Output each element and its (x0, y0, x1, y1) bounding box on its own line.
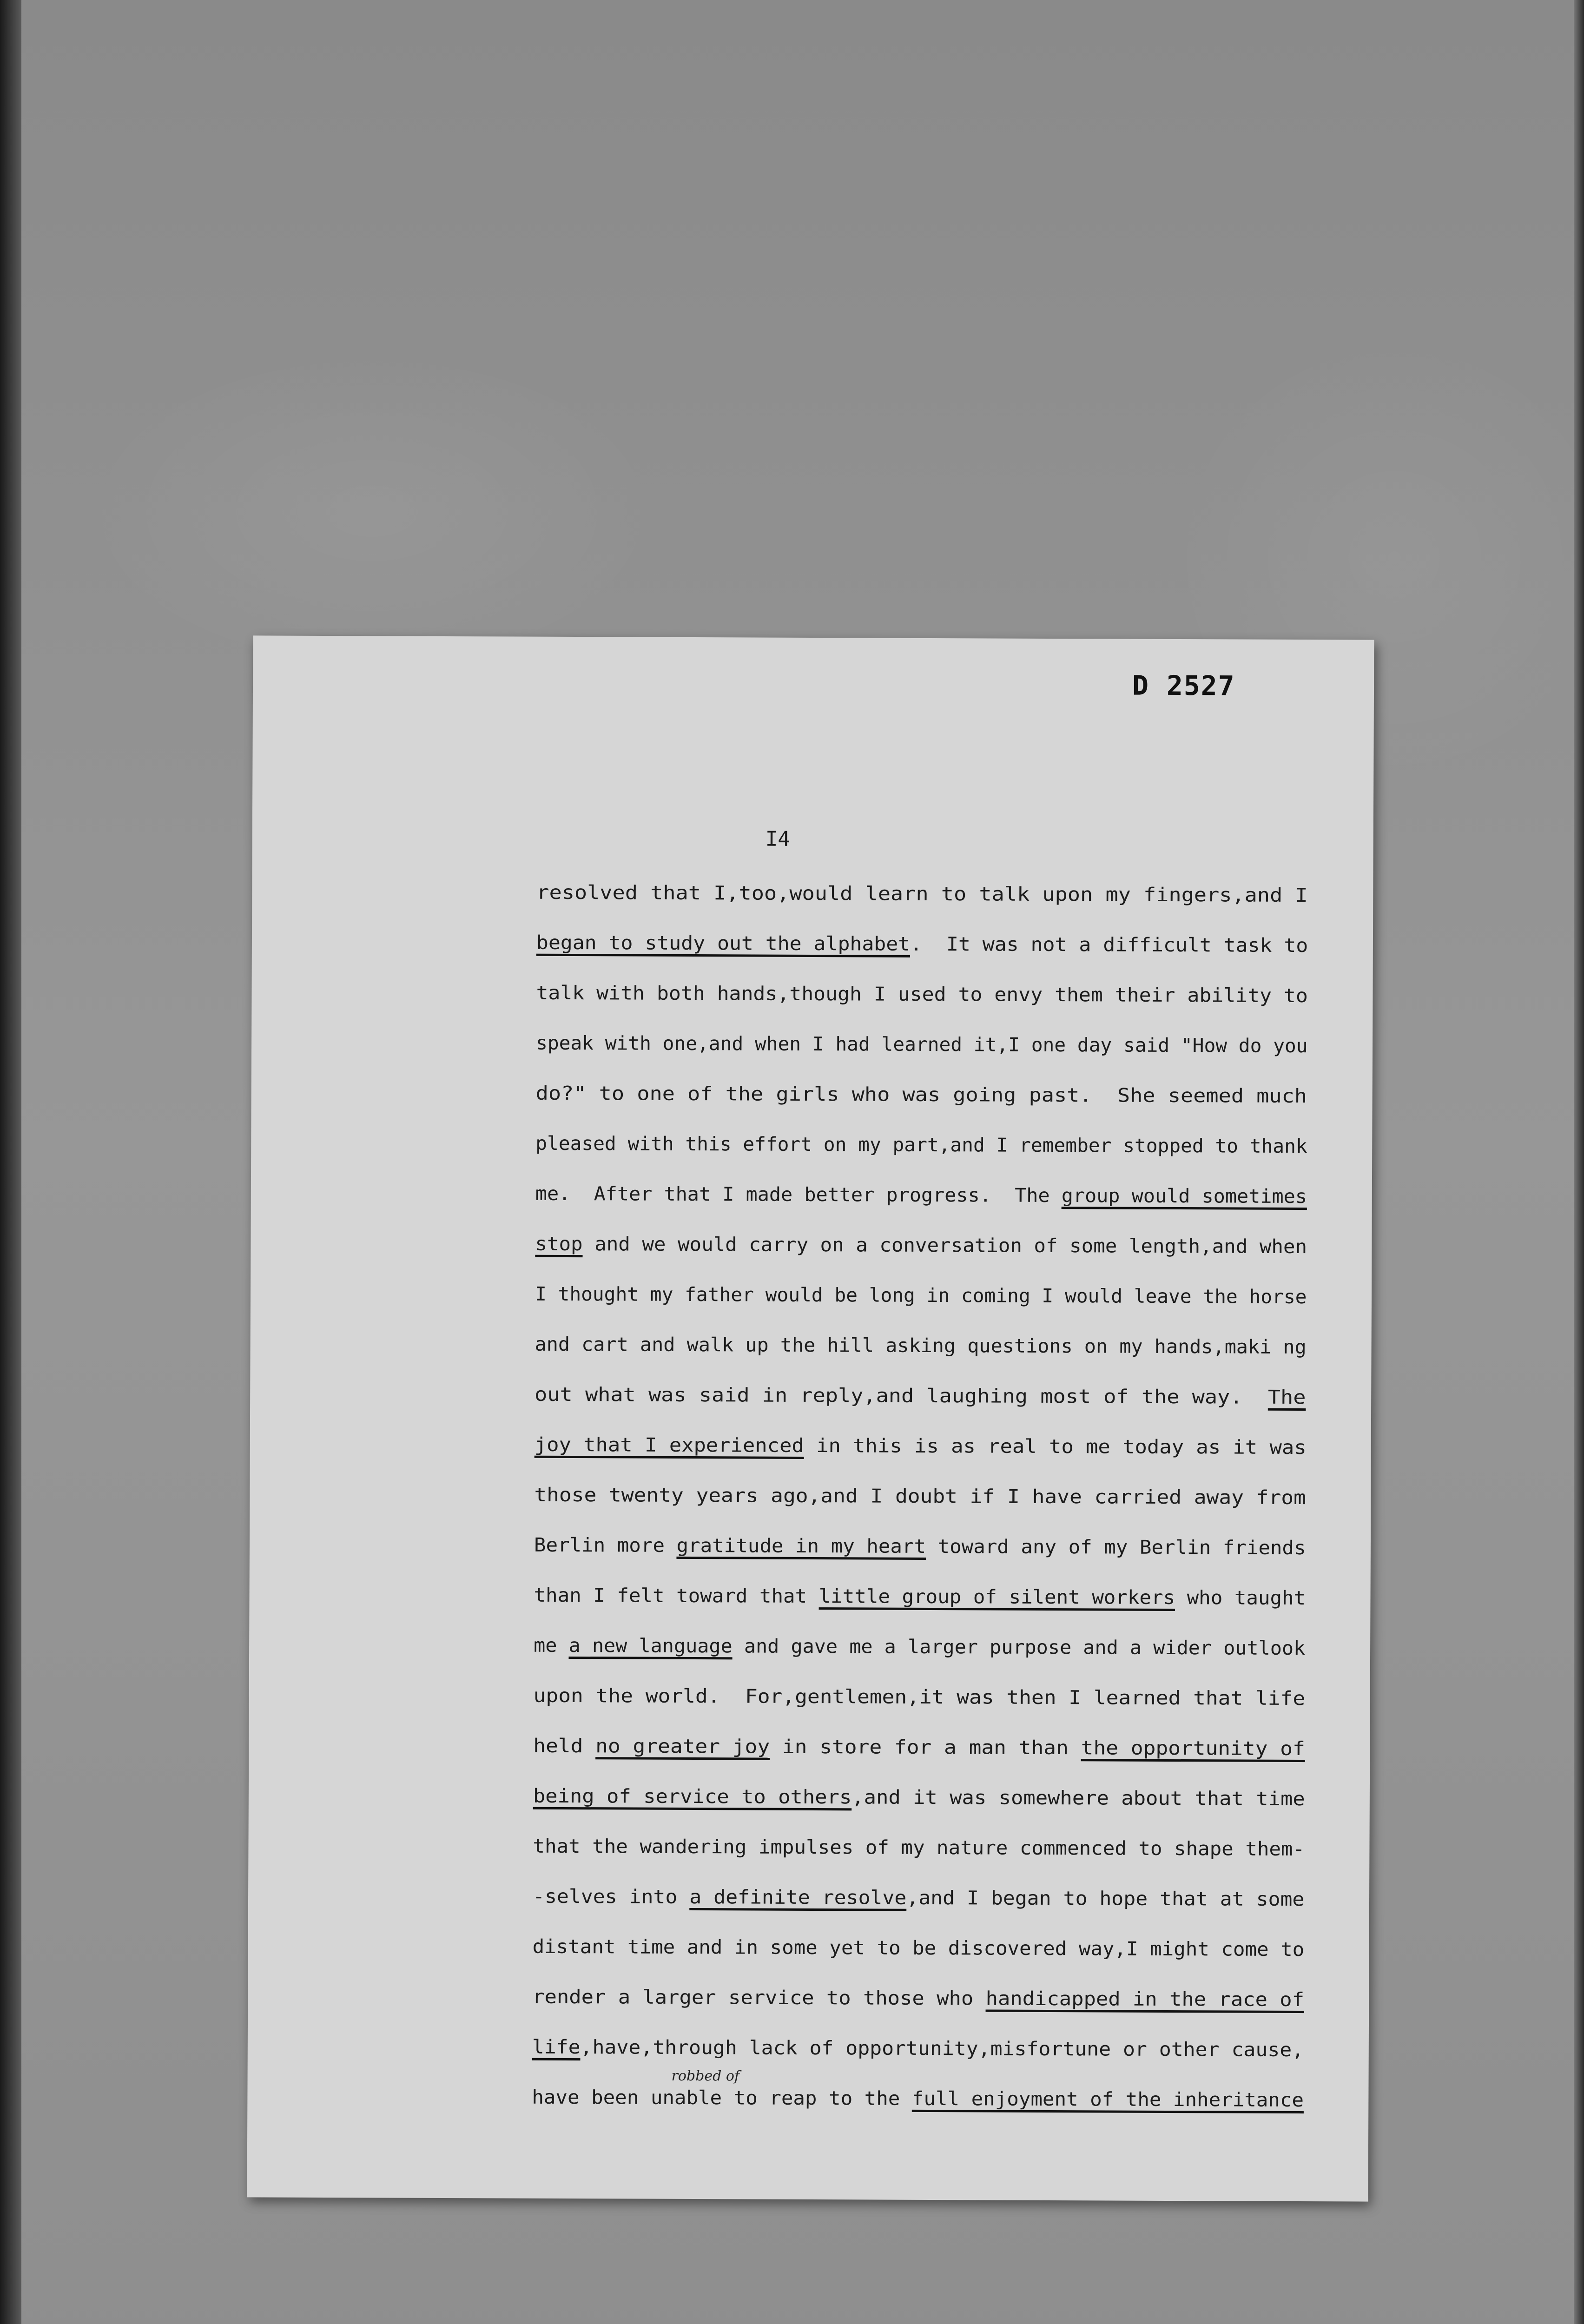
film-edge-right (1574, 0, 1584, 2324)
line-text: do?" to one of the girls who was going past. She seemed much (535, 1082, 1307, 1108)
line-text: those twenty years ago,and I doubt if I have carried away from (534, 1483, 1306, 1509)
line-text: in this is as real to me today as it was (804, 1434, 1307, 1459)
typed-line (534, 1631, 1305, 1662)
line-text: and we would carry on a conversation of some length,and when (582, 1233, 1307, 1258)
typed-line (535, 1129, 1307, 1160)
line-text: than I felt toward that (534, 1584, 819, 1608)
underlined-phrase: gratitude in my heart (676, 1534, 926, 1558)
typed-line (536, 1029, 1308, 1060)
line-text: have been unable to reap to the (532, 2086, 912, 2110)
typed-line (536, 878, 1308, 909)
line-text: and cart and walk up the hill asking questions on my hands,maki ng (535, 1333, 1307, 1359)
typed-line (533, 1882, 1305, 1913)
typed-line (533, 1832, 1305, 1863)
typed-line (532, 1983, 1304, 2014)
line-text: pleased with this effort on my part,and I remember stopped to thank (535, 1132, 1307, 1158)
typed-line (536, 1079, 1307, 1110)
line-text: ,have,through lack of opportunity,misfortune or other cause, (580, 2036, 1304, 2061)
underlined-phrase: group would sometimes (1061, 1184, 1307, 1208)
typed-line (534, 1581, 1306, 1612)
typed-line (535, 1330, 1306, 1361)
line-text: me (534, 1634, 569, 1657)
typed-line (535, 1431, 1307, 1461)
line-text: ,and I began to hope that at some (906, 1886, 1305, 1911)
line-text: toward any of my Berlin friends (925, 1535, 1306, 1559)
line-text: out what was said in reply,and laughing most of the way. (535, 1383, 1268, 1408)
underlined-phrase: handicapped in the race of (985, 1987, 1305, 2011)
page-number: I4 (765, 827, 790, 851)
line-text: -selves into (532, 1885, 690, 1908)
underlined-phrase: began to study out the alphabet (536, 931, 911, 955)
line-text: upon the world. For,gentlemen,it was then I learned that life (533, 1684, 1306, 1710)
line-text: . It was not a difficult task to (910, 932, 1308, 957)
line-text: that the wandering impulses of my nature commenced to shape them- (533, 1835, 1305, 1861)
typed-line (532, 2033, 1304, 2064)
underlined-phrase: a definite resolve (689, 1886, 907, 1909)
line-text: Berlin more (534, 1533, 677, 1557)
page-identifier: D 2527 (1132, 669, 1235, 702)
typed-line (533, 1782, 1305, 1813)
underlined-phrase: the opportunity of (1081, 1736, 1305, 1760)
typed-line (535, 1180, 1307, 1210)
line-text: ,and it was somewhere about that time (851, 1786, 1305, 1810)
typed-line (534, 1531, 1306, 1562)
line-text: talk with both hands,though I used to envy them their ability to (536, 981, 1308, 1007)
underlined-phrase: full enjoyment of the inheritance (911, 2087, 1304, 2112)
typed-line (534, 1682, 1306, 1712)
handwritten-insertion: robbed of (671, 2067, 740, 2085)
typed-line (536, 929, 1308, 959)
typed-line (536, 979, 1308, 1010)
underlined-phrase: The (1267, 1386, 1306, 1409)
line-text: in store for a man than (770, 1735, 1081, 1759)
underlined-phrase: no greater joy (595, 1735, 770, 1758)
underlined-phrase: little group of silent workers (818, 1585, 1175, 1609)
typed-line (535, 1380, 1306, 1411)
typed-line (535, 1280, 1307, 1311)
typed-line (532, 2083, 1304, 2114)
line-text: render a larger service to those who (532, 1985, 986, 2010)
underlined-phrase: being of service to others (533, 1784, 852, 1809)
line-text: held (533, 1734, 596, 1757)
line-text: speak with one,and when I had learned it,I one day said "How do you (536, 1031, 1308, 1057)
line-text: I thought my father would be long in coming I would leave the horse (535, 1282, 1307, 1308)
typed-line (533, 1732, 1305, 1763)
line-text: resolved that I,too,would learn to talk upon my fingers,and I (536, 881, 1308, 907)
underlined-phrase: stop (535, 1232, 583, 1255)
underlined-phrase: life (532, 2035, 581, 2059)
line-text: me. After that I made better progress. The (535, 1182, 1062, 1207)
film-edge-left (0, 0, 21, 2324)
underlined-phrase: joy that I experienced (534, 1433, 804, 1457)
typed-line (535, 1230, 1307, 1261)
line-text: and gave me a larger purpose and a wider outlook (732, 1635, 1306, 1660)
underlined-phrase: a new language (568, 1634, 733, 1657)
typed-line (533, 1933, 1305, 1963)
line-text: who taught (1175, 1586, 1306, 1610)
line-text: distant time and in some yet to be discovered way,I might come to (532, 1935, 1305, 1961)
typed-document-page (247, 635, 1374, 2201)
typed-line (534, 1481, 1306, 1512)
